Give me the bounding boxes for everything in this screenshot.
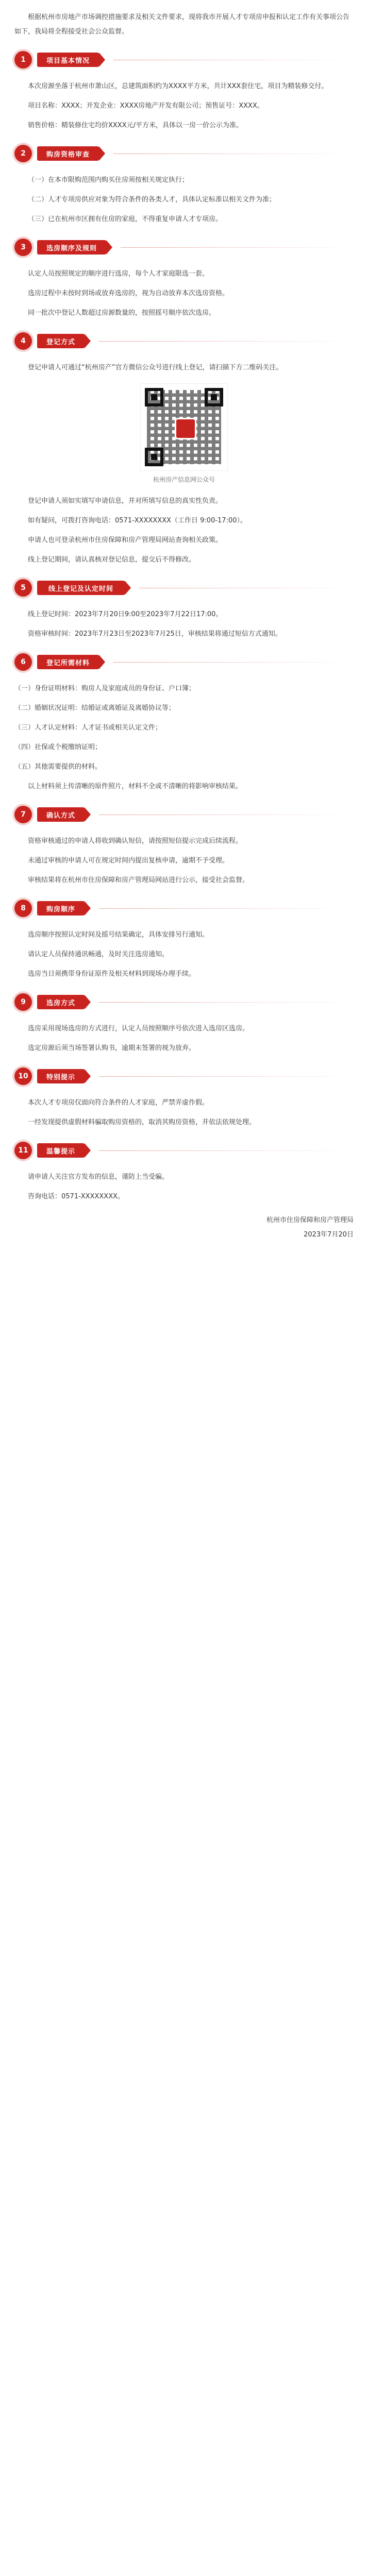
s8-paragraph: 请认定人员保持通讯畅通，及时关注选房通知。 [28, 951, 169, 958]
s1-paragraph: 项目名称：XXXX；开发企业：XXXX房地产开发有限公司；预售证号：XXXX。 [28, 102, 264, 110]
section-header-11 [14, 1139, 354, 1162]
s3-paragraph: 选房过程中未按时到场或放弃选房的，视为自动放弃本次选房资格。 [28, 290, 229, 297]
section-number: 3 [14, 239, 32, 256]
issuing-organization: 杭州市住房保障和房产管理局 [266, 1216, 354, 1224]
section-title: 项目基本情况 [46, 57, 90, 65]
section-title: 选房顺序及规则 [46, 244, 97, 252]
section-header-5 [14, 577, 354, 599]
section-header-9 [14, 991, 354, 1013]
s6-paragraph: （二）婚姻状况证明：结婚证或离婚证及离婚协议等； [14, 704, 176, 712]
s6-paragraph: （五）其他需要提供的材料。 [14, 763, 102, 771]
section-title-banner [37, 1069, 85, 1083]
s4-paragraph: 线上登记期间，请认真核对登记信息，提交后不得修改。 [28, 556, 196, 564]
qr-caption: 杭州房产信息网公众号 [153, 476, 215, 483]
s9-paragraph: 选定房源后须当场签署认购书，逾期未签署的视为放弃。 [28, 1044, 196, 1052]
intro-paragraph: 根据杭州市房地产市场调控措施要求及相关文件要求，现将我市开展人才专项房申报和认定工作有关事项公告如下，我局将全程接受社会公众监督。 [14, 13, 350, 36]
section-header-3 [14, 236, 354, 259]
section-header-10 [14, 1065, 354, 1088]
section-title: 确认方式 [46, 811, 76, 820]
s5-paragraph: 线上登记时间：2023年7月20日9:00至2023年7月22日17:00。 [28, 611, 223, 618]
qr-code-block [14, 383, 354, 484]
section-title: 购房顺序 [46, 905, 76, 913]
s11-paragraph: 咨询电话：0571-XXXXXXXX。 [28, 1193, 125, 1200]
section-divider [99, 908, 354, 909]
section-title: 选房方式 [46, 999, 76, 1007]
qr-code-icon[interactable] [140, 383, 228, 471]
section-title-banner [37, 807, 85, 822]
section-title-banner [37, 53, 99, 67]
section-header-1 [14, 48, 354, 71]
section-title: 特别提示 [46, 1073, 76, 1081]
s6-paragraph: （四）社保或个税缴纳证明； [14, 743, 102, 751]
s5-paragraph: 资格审核时间：2023年7月23日至2023年7月25日，审核结果将通过短信方式通知。 [28, 630, 282, 638]
s1-paragraph: 本次房源坐落于杭州市萧山区，总建筑面积约为XXXX平方米，共计XXX套住宅，项目为精装修交付。 [28, 82, 328, 90]
section-header-4 [14, 330, 354, 352]
s2-paragraph: （三）已在杭州市区拥有住房的家庭，不得重复申请人才专项房。 [28, 215, 223, 223]
section-title-banner [37, 901, 85, 916]
section-title-banner [37, 995, 85, 1009]
qr-finder-icon [145, 448, 163, 466]
qr-finder-icon [145, 388, 163, 406]
section-number: 11 [14, 1142, 32, 1159]
section-title: 购房资格审查 [46, 150, 90, 159]
section-title-banner [37, 655, 99, 669]
s2-paragraph: （二）人才专项房供应对象为符合条件的各类人才，具体认定标准以相关文件为准； [28, 196, 276, 204]
section-title: 登记方式 [46, 338, 76, 346]
section-title-banner [37, 581, 125, 595]
s6-paragraph: （一）身份证明材料：购房人及家庭成员的身份证、户口簿； [14, 685, 196, 692]
section-number: 10 [14, 1067, 32, 1085]
s8-paragraph: 选房当日须携带身份证原件及相关材料到现场办理手续。 [28, 970, 196, 978]
section-divider [99, 1076, 354, 1077]
s7-paragraph: 未通过审核的申请人可在规定时间内提出复核申请，逾期不予受理。 [28, 857, 229, 865]
s10-paragraph: 本次人才专项房仅面向符合条件的人才家庭，严禁弄虚作假。 [28, 1099, 209, 1107]
section-title: 温馨提示 [46, 1147, 76, 1156]
s4-paragraph: 申请人也可登录杭州市住房保障和房产管理局网站查询相关政策。 [28, 536, 223, 544]
section-divider [99, 341, 354, 342]
section-header-8 [14, 897, 354, 920]
s3-paragraph: 认定人员按照规定的顺序进行选房，每个人才家庭限选一套。 [28, 270, 209, 278]
s8-paragraph: 选房顺序按照认定时间及摇号结果确定，具体安排另行通知。 [28, 931, 209, 939]
section-number: 6 [14, 653, 32, 671]
section-header-6 [14, 651, 354, 673]
qr-finder-icon [205, 388, 223, 406]
s7-paragraph: 审核结果将在杭州市住房保障和房产管理局网站进行公示，接受社会监督。 [28, 876, 249, 884]
section-title: 线上登记及认定时间 [48, 585, 114, 593]
section-title-banner [37, 1143, 85, 1158]
s6-paragraph: （三）人才认定材料：人才证书或相关认定文件； [14, 724, 162, 732]
s4-paragraph: 登记申请人可通过“杭州房产”官方微信公众号进行线上登记，请扫描下方二维码关注。 [28, 364, 283, 371]
section-header-7 [14, 803, 354, 826]
section-number: 5 [14, 579, 32, 597]
qr-logo-icon [175, 418, 196, 439]
s3-paragraph: 同一批次中登记人数超过房源数量的，按照摇号顺序依次选房。 [28, 309, 216, 317]
section-divider [113, 662, 354, 663]
section-divider [99, 1150, 354, 1151]
section-number: 4 [14, 332, 32, 350]
section-divider [99, 1002, 354, 1003]
section-title-banner [37, 146, 99, 161]
section-number: 2 [14, 145, 32, 162]
section-title: 登记所需材料 [46, 659, 90, 667]
section-title-banner [37, 240, 106, 255]
s9-paragraph: 选房采用现场选房的方式进行，认定人员按照顺序号依次进入选房区选房。 [28, 1025, 249, 1032]
section-divider [121, 247, 354, 248]
s4-paragraph: 登记申请人须如实填写申请信息，并对所填写信息的真实性负责。 [28, 497, 223, 505]
section-number: 8 [14, 900, 32, 917]
section-number: 7 [14, 806, 32, 823]
s2-paragraph: （一）在本市限购范围内购买住房须按相关规定执行； [28, 176, 189, 184]
s1-paragraph: 销售价格：精装修住宅均价XXXX元/平方米，具体以一房一价公示为准。 [28, 122, 243, 129]
section-number: 9 [14, 993, 32, 1011]
s7-paragraph: 资格审核通过的申请人将收到确认短信，请按照短信提示完成后续流程。 [28, 837, 243, 845]
s6-paragraph: 以上材料须上传清晰的原件照片，材料不全或不清晰的将影响审核结果。 [28, 783, 243, 790]
section-title-banner [37, 334, 85, 348]
s10-paragraph: 一经发现提供虚假材料骗取购房资格的，取消其购房资格，并依法依规处理。 [28, 1118, 256, 1126]
section-header-2 [14, 142, 354, 165]
section-number: 1 [14, 51, 32, 69]
s4-paragraph: 如有疑问，可拨打咨询电话：0571-XXXXXXXX（工作日 9:00-17:00）。 [28, 517, 247, 524]
s11-paragraph: 请申请人关注官方发布的信息，谨防上当受骗。 [28, 1173, 169, 1181]
signature-block [14, 1213, 354, 1242]
issue-date: 2023年7月20日 [304, 1231, 354, 1239]
